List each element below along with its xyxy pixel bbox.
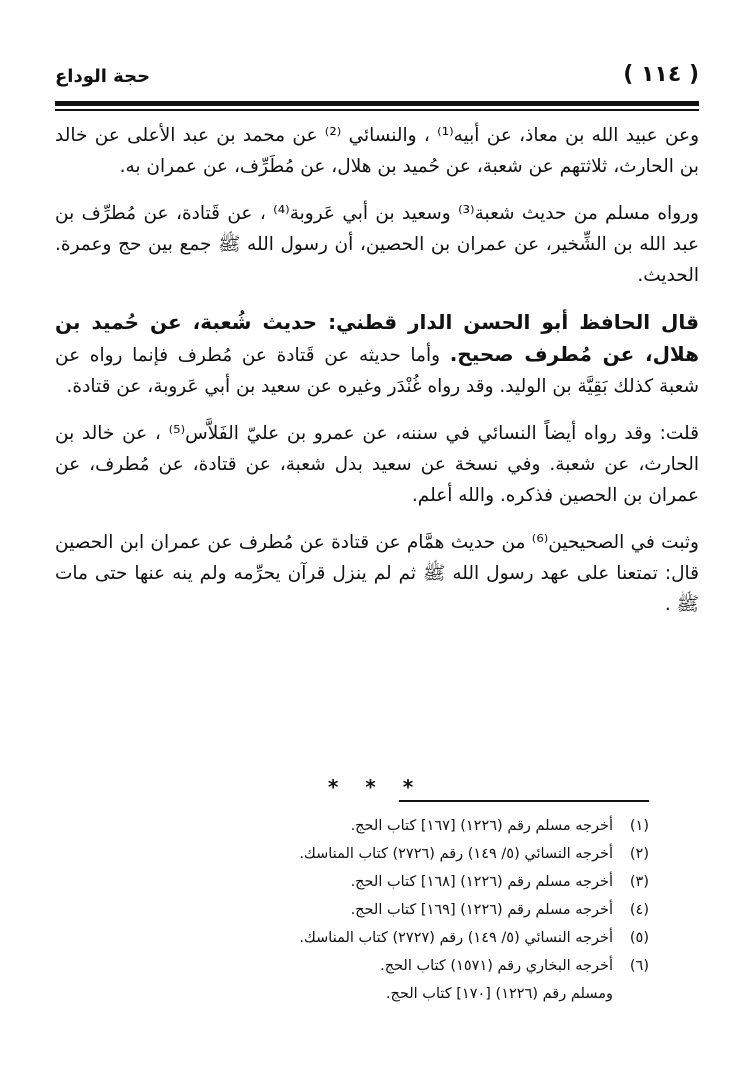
footnote <box>60 840 649 868</box>
footnote-number: (٢) <box>629 846 649 862</box>
footnote <box>60 868 649 896</box>
paragraph: وثبت في الصحيحين⁽⁶⁾ من حديث همَّام عن قتادة عن مُطرف عن عمران ابن الحصين قال: تمتعنا على عهد رسول الله ﷺ ثم لم ينزل قرآن يحرِّمه ولم ينه عنها حتى مات ﷺ . <box>55 532 699 615</box>
footnote-text: أخرجه البخاري رقم (١٥٧١) كتاب الحج. <box>380 958 613 974</box>
page-number: ( ١١٤ ) <box>623 62 699 87</box>
footnote-text: أخرجه مسلم رقم (١٢٢٦) [١٦٩] كتاب الحج. <box>350 902 613 918</box>
footnote-continuation: ومسلم رقم (١٢٢٦) [١٧٠] كتاب الحج. <box>385 986 613 1002</box>
header-rule-thin <box>55 109 699 111</box>
footnote-number: (٣) <box>629 874 649 890</box>
footnote-rule <box>399 800 649 802</box>
header-rule-thick <box>55 101 699 106</box>
paragraph: وعن عبيد الله بن معاذ، عن أبيه⁽¹⁾ ، والنسائي ⁽²⁾ عن محمد بن عبد الأعلى عن خالد بن الحارث، ثلاثتهم عن شعبة، عن حُميد بن هلال، عن مُطَرِّف، عن عمران به. <box>55 125 699 177</box>
footnote-number: (١) <box>629 818 649 834</box>
footnote-text: أخرجه مسلم رقم (١٢٢٦) [١٦٨] كتاب الحج. <box>350 874 613 890</box>
footnote-number: (٦) <box>629 958 649 974</box>
footnote-text: أخرجه النسائي (٥/ ١٤٩) رقم (٢٧٢٧) كتاب المناسك. <box>299 930 613 946</box>
page-header <box>55 60 699 102</box>
footnote <box>60 952 649 980</box>
footnote <box>60 896 649 924</box>
footnotes <box>60 812 649 1008</box>
paragraph-lead-bold: قال الحافظ أبو الحسن الدار قطني: حديث شُعبة، عن حُميد بن هلال، عن مُطرف صحيح. <box>55 310 699 366</box>
paragraph <box>55 307 699 402</box>
footnote <box>60 924 649 952</box>
footnote-text: أخرجه مسلم رقم (١٢٢٦) [١٦٧] كتاب الحج. <box>350 818 613 834</box>
footnote-number: (٤) <box>629 902 649 918</box>
running-title: حجة الوداع <box>55 66 151 87</box>
footnote-text: أخرجه النسائي (٥/ ١٤٩) رقم (٢٧٢٦) كتاب المناسك. <box>299 846 613 862</box>
paragraph: قلت: وقد رواه أيضاً النسائي في سننه، عن عمرو بن عليّ الفَلاَّس⁽⁵⁾ ، عن خالد بن الحارث، عن شعبة. وفي نسخة عن سعيد بدل شعبة، عن قتادة، عن مُطرف، عن عمران بن الحصين فذكره. والله أعلم. <box>55 423 699 506</box>
paragraph: ورواه مسلم من حديث شعبة⁽³⁾ وسعيد بن أبي عَروبة⁽⁴⁾ ، عن قَتادة، عن مُطرِّف بن عبد الله بن الشِّخير، عن عمران بن الحصين، أن رسول الله ﷺ جمع بين حج وعمرة. الحديث. <box>55 203 699 286</box>
section-separator: * * * <box>327 775 424 799</box>
footnote <box>60 812 649 840</box>
main-text <box>55 120 699 620</box>
paragraph-body: وأما حديثه عن قَتادة عن مُطرف فإنما رواه عن شعبة كذلك بَقِيَّة بن الوليد. وقد رواه غُنْدَر وغيره عن سعيد بن أبي عَروبة، عن قتادة. <box>55 345 699 397</box>
footnote-number: (٥) <box>629 930 649 946</box>
